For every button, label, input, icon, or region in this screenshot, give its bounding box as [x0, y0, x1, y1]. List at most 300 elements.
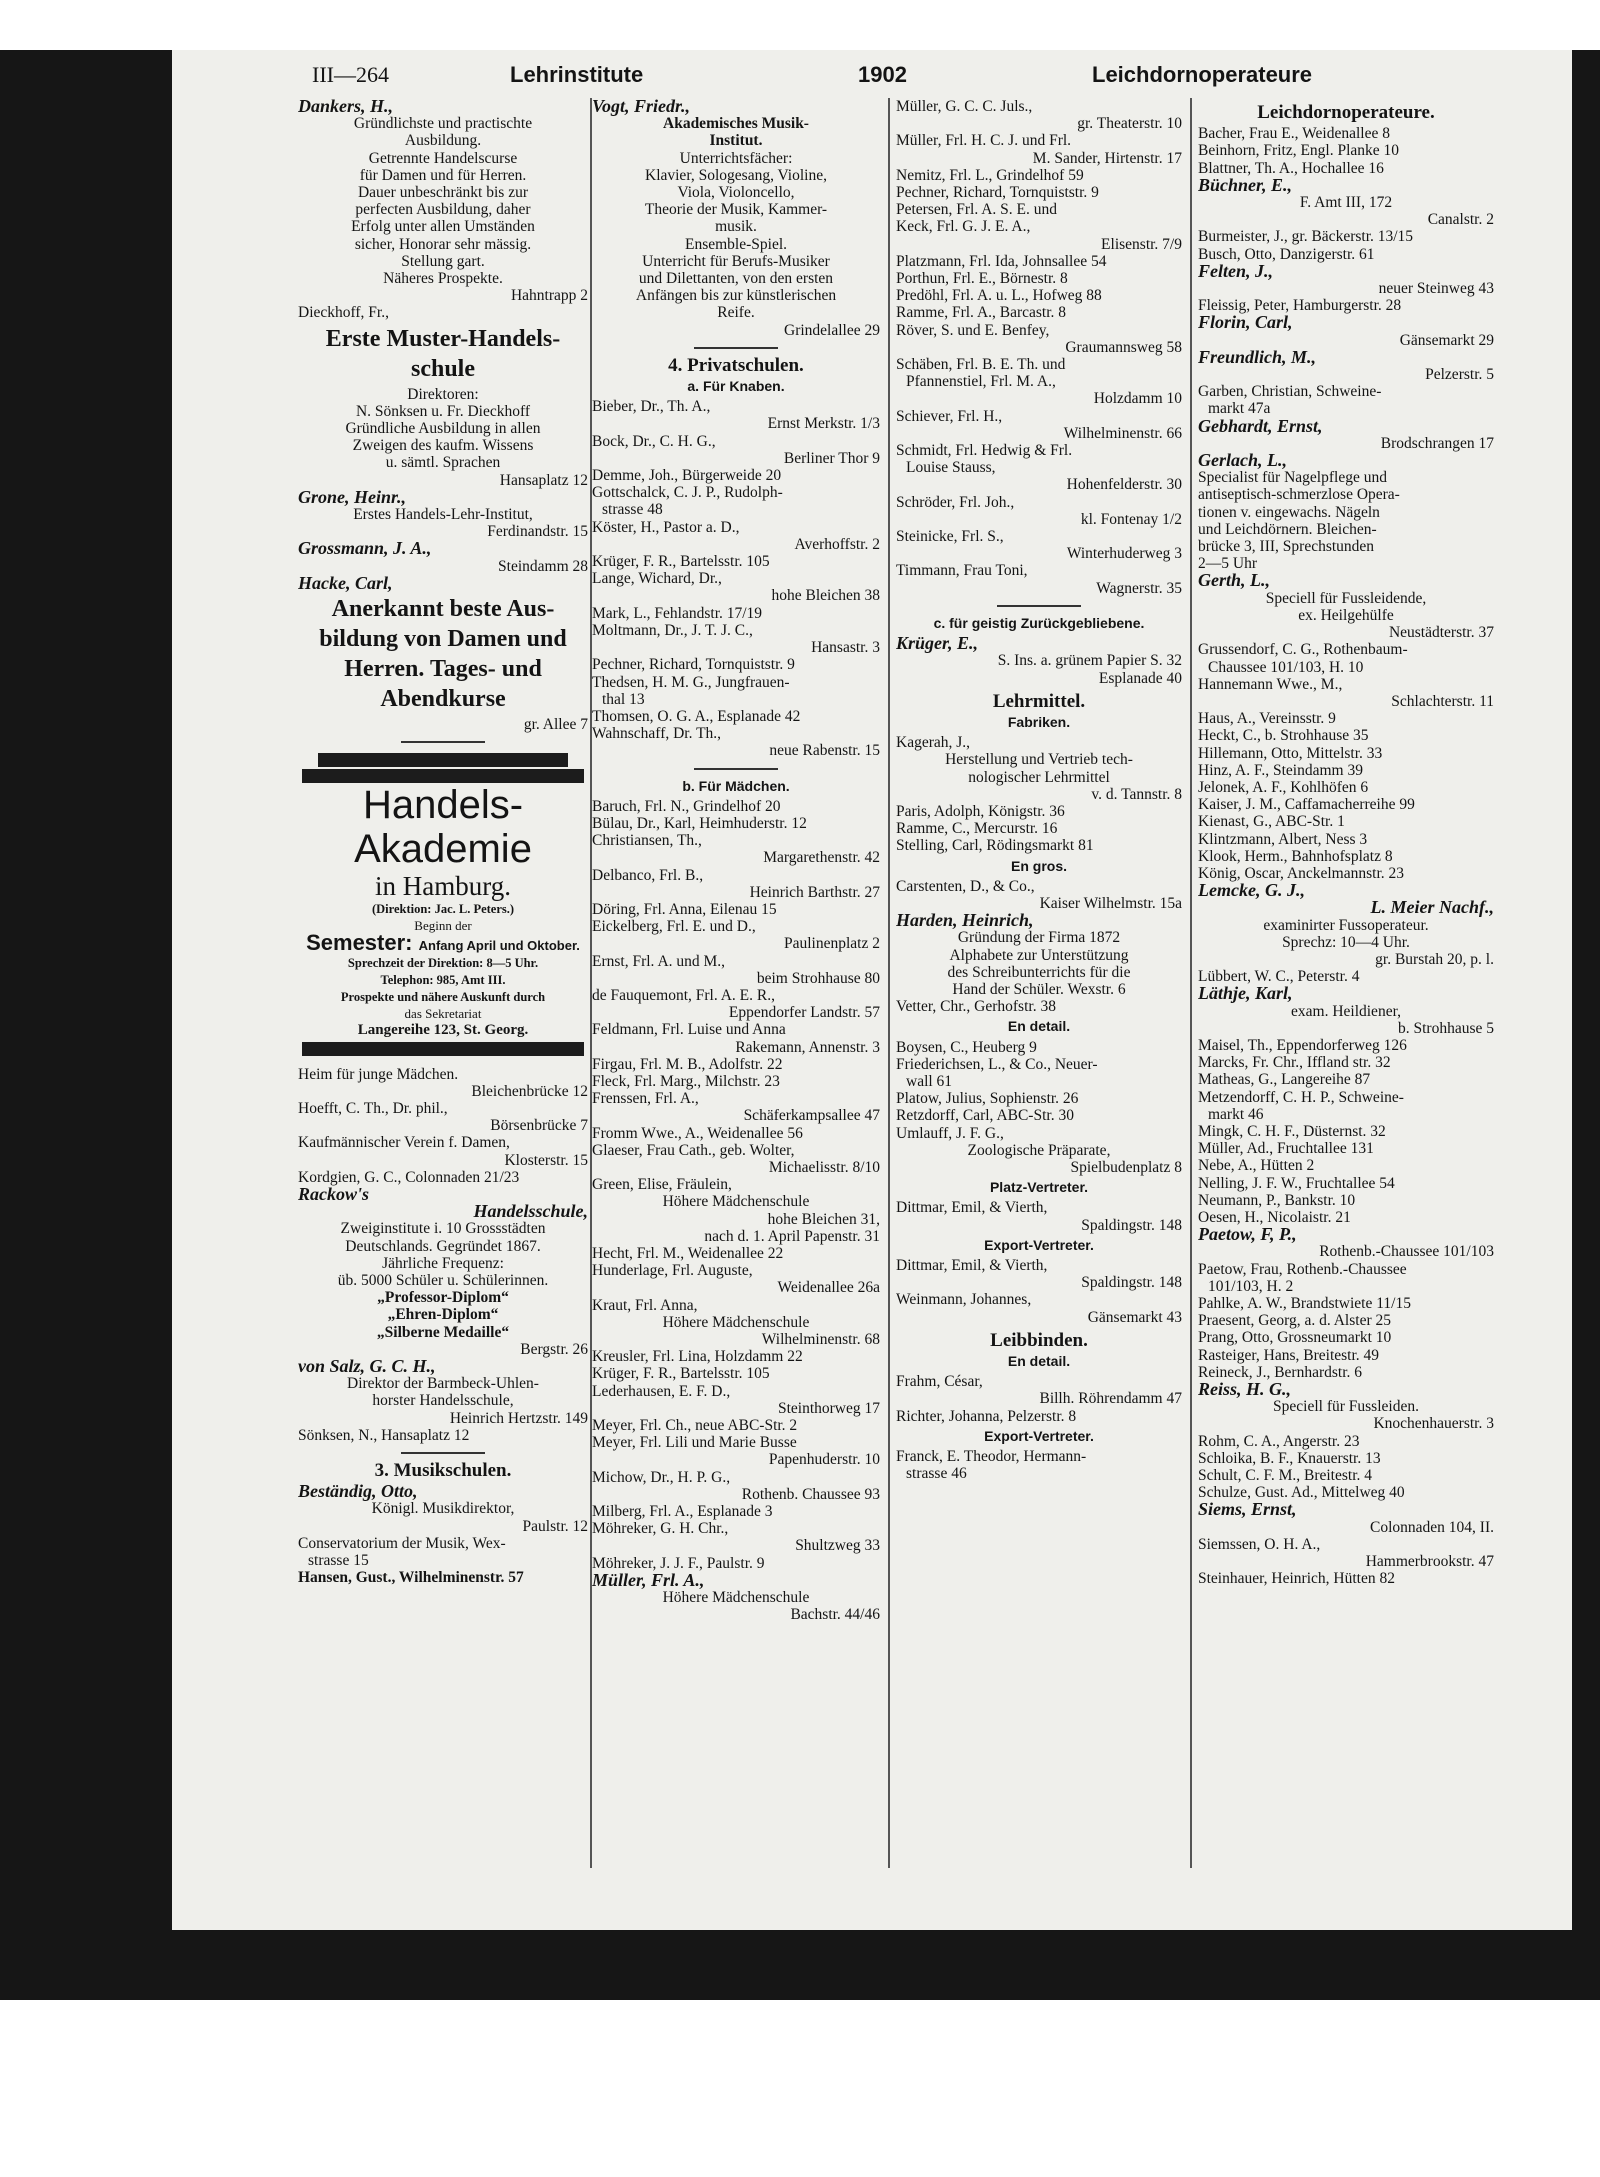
directory-line: Moltmann, Dr., J. T. J. C.,	[592, 621, 753, 639]
directory-line: Sönksen, N., Hansaplatz 12	[298, 1426, 470, 1444]
directory-line: Spielbudenplatz 8	[1070, 1158, 1182, 1176]
directory-line: Herstellung und Vertrieb tech-	[945, 751, 1133, 769]
directory-line: Paris, Adolph, Königstr. 36	[896, 802, 1065, 820]
directory-line: Krüger, E.,	[896, 633, 979, 654]
directory-line: Direktor der Barmbeck-Uhlen-	[347, 1375, 539, 1393]
directory-line: Anfängen bis zur künstlerischen	[635, 287, 837, 305]
column-2	[592, 98, 880, 1920]
page-number: III—264	[312, 62, 389, 87]
directory-line: Pahlke, A. W., Brandstwiete 11/15	[1198, 1295, 1411, 1313]
directory-line: Michaelisstr. 8/10	[768, 1158, 880, 1176]
directory-line: Schlachterstr. 11	[1391, 692, 1494, 710]
directory-line: M. Sander, Hirtenstr. 17	[1032, 149, 1182, 167]
directory-line: Wilhelminenstr. 66	[1063, 424, 1182, 442]
directory-line: Bergstr. 26	[520, 1340, 588, 1358]
directory-line: Burmeister, J., gr. Bäckerstr. 13/15	[1198, 228, 1414, 246]
directory-line: Hoefft, C. Th., Dr. phil.,	[298, 1099, 448, 1117]
directory-line: Gottschalck, C. J. P., Rudolph-	[592, 484, 783, 502]
ad-city: in Hamburg.	[375, 871, 511, 902]
directory-line: ex. Heilgehülfe	[1298, 606, 1394, 624]
column-3	[896, 98, 1182, 1920]
directory-line: Rohm, C. A., Angerstr. 23	[1198, 1432, 1360, 1450]
directory-line: Kreusler, Frl. Lina, Holzdamm 22	[592, 1348, 803, 1366]
directory-line: u. sämtl. Sprachen	[385, 454, 501, 472]
directory-line: Hansen, Gust., Wilhelminenstr. 57	[298, 1569, 524, 1587]
directory-line: Bieber, Dr., Th. A.,	[592, 398, 711, 416]
directory-line: thal 13	[602, 690, 645, 708]
directory-line: Lübbert, W. C., Peterstr. 4	[1198, 968, 1360, 986]
ad-band-bottom	[302, 1042, 584, 1056]
directory-line: Wagnerstr. 35	[1096, 579, 1182, 597]
directory-line: neuer Steinweg 43	[1378, 280, 1494, 298]
column-1b-entries	[298, 1066, 588, 1587]
directory-line: Pfannenstiel, Frl. M. A.,	[906, 373, 1056, 391]
directory-line: Läthje, Karl,	[1198, 983, 1293, 1004]
directory-line: Pechner, Richard, Tornquiststr. 9	[592, 656, 795, 674]
directory-line: neue Rabenstr. 15	[769, 742, 880, 760]
directory-line: Heckt, C., b. Strohhause 35	[1198, 727, 1369, 745]
directory-line: Hansaplatz 12	[499, 471, 588, 489]
directory-line: Nemitz, Frl. L., Grindelhof 59	[896, 166, 1084, 184]
directory-line: Schäferkampsallee 47	[743, 1107, 880, 1125]
directory-line: Schiever, Frl. H.,	[896, 407, 1003, 425]
subsection-heading: a. Für Knaben.	[687, 378, 785, 395]
directory-line: Harden, Heinrich,	[896, 910, 1034, 931]
directory-line: Müller, G. C. C. Juls.,	[896, 98, 1033, 115]
directory-line: Meyer, Frl. Lili und Marie Busse	[592, 1434, 797, 1452]
directory-line: Grossmann, J. A.,	[298, 538, 432, 559]
directory-line: „Ehren-Diplom“	[387, 1306, 499, 1324]
directory-line: Billh. Röhrendamm 47	[1039, 1390, 1182, 1408]
directory-line: Büchner, E.,	[1198, 174, 1293, 195]
directory-line: Köster, H., Pastor a. D.,	[592, 518, 740, 536]
ad-phone: Telephon: 985, Amt III.	[380, 972, 506, 987]
directory-line: Akademisches Musik-	[663, 115, 809, 133]
directory-line: Hunderlage, Frl. Auguste,	[592, 1262, 753, 1280]
directory-line: Abendkurse	[380, 686, 506, 713]
directory-line: Hansastr. 3	[811, 639, 880, 657]
directory-line: Dieckhoff, Fr.,	[298, 304, 389, 322]
ad-band-top	[318, 753, 568, 767]
section-heading: 3. Musikschulen.	[374, 1459, 512, 1481]
directory-line: Höhere Mädchenschule	[662, 1313, 810, 1331]
directory-line: Meyer, Frl. Ch., neue ABC-Str. 2	[592, 1417, 798, 1435]
directory-line: Erfolg unter allen Umständen	[351, 218, 535, 236]
directory-line: Shultzweg 33	[795, 1537, 880, 1555]
directory-line: Paetow, Frau, Rothenb.-Chaussee	[1198, 1260, 1407, 1278]
directory-line: Wilhelminenstr. 68	[761, 1331, 880, 1349]
directory-line: Kagerah, J.,	[896, 734, 971, 752]
directory-line: Timmann, Frau Toni,	[896, 562, 1028, 580]
directory-line: üb. 5000 Schüler u. Schülerinnen.	[337, 1271, 549, 1289]
directory-line: Weidenallee 26a	[777, 1279, 880, 1297]
directory-line: Margarethenstr. 42	[763, 849, 880, 867]
directory-line: Baruch, Frl. N., Grindelhof 20	[592, 797, 781, 815]
subsection-heading: b. Für Mädchen.	[682, 777, 790, 794]
directory-line: Klosterstr. 15	[504, 1151, 588, 1169]
directory-line: Green, Elise, Fräulein,	[592, 1176, 732, 1194]
directory-line: Felten, J.,	[1198, 260, 1273, 281]
directory-line: Stellung gart.	[401, 252, 485, 270]
directory-line: Höhere Mädchenschule	[662, 1193, 810, 1211]
directory-line: N. Sönksen u. Fr. Dieckhoff	[355, 402, 531, 420]
directory-line: Demme, Joh., Bürgerweide 20	[592, 467, 782, 485]
directory-line: Petersen, Frl. A. S. E. und	[896, 201, 1058, 219]
directory-line: sicher, Honorar sehr mässig.	[354, 235, 532, 253]
directory-line: Thomsen, O. G. A., Esplanade 42	[592, 707, 801, 725]
directory-line: F. Amt III, 172	[1299, 194, 1393, 212]
directory-line: Carstenten, D., & Co.,	[896, 877, 1035, 895]
ad-semester-label: Semester:	[306, 930, 413, 956]
header-section-left: Lehrinstitute	[510, 62, 644, 87]
directory-line: Winterhuderweg 3	[1066, 545, 1182, 563]
directory-line: Zweigen des kaufm. Wissens	[352, 437, 534, 455]
directory-line: Mingk, C. H. F., Düsternst. 32	[1198, 1122, 1386, 1140]
directory-line: Möhreker, G. H. Chr.,	[592, 1520, 729, 1538]
directory-line: Gerlach, L.,	[1198, 450, 1287, 471]
directory-line: Frahm, César,	[896, 1373, 983, 1391]
directory-line: Kienast, G., ABC-Str. 1	[1198, 813, 1345, 831]
directory-line: Steinhauer, Heinrich, Hütten 82	[1198, 1570, 1395, 1588]
directory-line: Christiansen, Th.,	[592, 832, 702, 850]
section-rule	[401, 741, 485, 743]
directory-line: Schäben, Frl. B. E. Th. und	[896, 356, 1066, 374]
directory-line: Boysen, C., Heuberg 9	[896, 1038, 1037, 1056]
directory-line: Reiss, H. G.,	[1198, 1379, 1292, 1400]
directory-line: Wahnschaff, Dr. Th.,	[592, 725, 722, 743]
directory-line: Praesent, Georg, a. d. Alster 25	[1198, 1312, 1391, 1330]
directory-line: Siemssen, O. H. A.,	[1198, 1535, 1321, 1553]
column-4-entries	[1198, 104, 1494, 1587]
directory-line: Kraut, Frl. Anna,	[592, 1296, 698, 1314]
directory-line: Metzendorff, C. H. P., Schweine-	[1198, 1088, 1404, 1106]
section-rule	[694, 347, 778, 349]
directory-line: Hannemann Wwe., M.,	[1198, 675, 1343, 693]
directory-line: Firgau, Frl. M. B., Adolfstr. 22	[592, 1055, 783, 1073]
directory-line: Kordgien, G. C., Colonnaden 21/23	[298, 1168, 520, 1186]
directory-line: strasse 48	[602, 501, 663, 519]
directory-line: des Schreibunterrichts für die	[947, 963, 1131, 981]
directory-line: Schult, C. F. M., Breitestr. 4	[1198, 1467, 1373, 1485]
column-2-entries	[592, 98, 880, 1623]
directory-line: Heim für junge Mädchen.	[298, 1065, 459, 1083]
directory-line: Alphabete zur Unterstützung	[949, 946, 1129, 964]
directory-line: nach d. 1. April Papenstr. 31	[704, 1227, 880, 1245]
directory-line: Frenssen, Frl. A.,	[592, 1090, 699, 1108]
directory-line: Zweiginstitute i. 10 Grossstädten	[340, 1220, 546, 1238]
directory-line: Bachstr. 44/46	[790, 1606, 880, 1624]
directory-line: wall 61	[906, 1072, 953, 1090]
directory-line: Müller, Ad., Fruchtallee 131	[1198, 1140, 1374, 1158]
directory-line: Grone, Heinr.,	[298, 486, 407, 507]
directory-line: Sprechz: 10—4 Uhr.	[1282, 933, 1410, 951]
directory-line: Eickelberg, Frl. E. und D.,	[592, 918, 756, 936]
directory-line: Dankers, H.,	[298, 98, 394, 116]
directory-line: Glaeser, Frau Cath., geb. Wolter,	[592, 1141, 795, 1159]
directory-line: Rakemann, Annenstr. 3	[735, 1038, 880, 1056]
directory-line: Speciell für Fussleidende,	[1265, 589, 1427, 607]
subsection-heading: Export-Vertreter.	[984, 1236, 1094, 1253]
directory-line: Höhere Mädchenschule	[662, 1589, 810, 1607]
directory-line: Müller, Frl. H. C. J. und Frl.	[896, 132, 1072, 150]
directory-line: Rothenb.-Chaussee 101/103	[1319, 1243, 1494, 1261]
directory-line: Conservatorium der Musik, Wex-	[298, 1534, 506, 1552]
directory-line: v. d. Tannstr. 8	[1091, 785, 1182, 803]
directory-line: Gründung der Firma 1872	[957, 929, 1121, 947]
ad-band-top	[302, 769, 584, 783]
directory-line: Klook, Herm., Bahnhofsplatz 8	[1198, 847, 1393, 865]
directory-line: Hillemann, Otto, Mittelstr. 33	[1198, 744, 1383, 762]
directory-line: Knochenhauerstr. 3	[1373, 1415, 1494, 1433]
directory-line: Papenhuderstr. 10	[768, 1451, 880, 1469]
directory-line: hohe Bleichen 31,	[767, 1210, 880, 1228]
directory-line: Heinrich Barthstr. 27	[749, 883, 880, 901]
section-heading: Leibbinden.	[990, 1329, 1088, 1351]
handels-akademie-ad	[298, 753, 588, 1055]
directory-line: Holzdamm 10	[1093, 390, 1182, 408]
column-rule	[1190, 98, 1192, 1868]
directory-line: Hacke, Carl,	[298, 572, 393, 593]
header-section-right: Leichdornoperateure	[1092, 62, 1313, 87]
directory-line: Fromm Wwe., A., Weidenallee 56	[592, 1124, 803, 1142]
subsection-heading: Platz-Vertreter.	[989, 1179, 1089, 1196]
directory-line: Bleichenbrücke 12	[471, 1082, 588, 1100]
directory-line: Averhoffstr. 2	[794, 535, 880, 553]
directory-line: Dittmar, Emil, & Vierth,	[896, 1257, 1048, 1274]
directory-line: Thedsen, H. M. G., Jungfrauen-	[592, 673, 790, 691]
directory-line: Prang, Otto, Grossneumarkt 10	[1198, 1329, 1392, 1347]
directory-line: Hinz, A. F., Steindamm 39	[1198, 761, 1363, 779]
directory-line: Kaiser Wilhelmstr. 15a	[1039, 894, 1182, 912]
directory-line: Ramme, Frl. A., Barcastr. 8	[896, 304, 1067, 322]
directory-line: Lange, Wichard, Dr.,	[592, 570, 722, 588]
directory-line: Schulze, Gust. Ad., Mittelweg 40	[1198, 1484, 1405, 1502]
directory-line: Müller, Frl. A.,	[592, 1569, 705, 1590]
section-rule	[401, 1452, 485, 1454]
directory-line: Elisenstr. 7/9	[1101, 235, 1182, 253]
directory-line: Rothenb. Chaussee 93	[741, 1485, 880, 1503]
directory-line: Paulinenplatz 2	[784, 935, 880, 953]
ad-begin: Beginn der	[414, 918, 472, 934]
directory-page	[172, 50, 1572, 1930]
directory-line: beim Strohhause 80	[756, 969, 880, 987]
directory-line: Gerth, L.,	[1198, 570, 1270, 591]
directory-line: Gründlichste und practischte	[353, 115, 533, 133]
directory-line: schule	[410, 355, 475, 382]
directory-line: S. Ins. a. grünem Papier S. 32	[997, 652, 1182, 670]
subsection-heading: Fabriken.	[1007, 713, 1071, 730]
section-heading: Lehrmittel.	[992, 690, 1086, 712]
directory-line: Bacher, Frau E., Weidenallee 8	[1198, 125, 1390, 143]
subsection-heading: En detail.	[1007, 1018, 1071, 1035]
directory-line: Gänsemarkt 43	[1087, 1308, 1182, 1326]
directory-line: Steinthorweg 17	[777, 1399, 880, 1417]
directory-line: Neumann, P., Bankstr. 10	[1198, 1191, 1356, 1209]
directory-line: Erste Muster-Handels-	[325, 325, 561, 352]
directory-line: Neustädterstr. 37	[1388, 624, 1494, 642]
directory-line: Lemcke, G. J.,	[1198, 880, 1305, 901]
directory-line: Viola, Violoncello,	[677, 184, 795, 202]
directory-line: Königl. Musikdirektor,	[371, 1500, 515, 1518]
directory-line: perfecten Ausbildung, daher	[355, 201, 531, 219]
directory-line: Milberg, Frl. A., Esplanade 3	[592, 1503, 773, 1521]
directory-line: Lederhausen, E. F. D.,	[592, 1382, 731, 1400]
directory-line: Krüger, F. R., Bartelsstr. 105	[592, 553, 770, 571]
ad-secretariat: das Sekretariat	[404, 1006, 482, 1022]
directory-line: Delbanco, Frl. B.,	[592, 866, 704, 884]
directory-line: Deutschlands. Gegründet 1867.	[345, 1237, 541, 1255]
directory-line: Rasteiger, Hans, Breitestr. 49	[1198, 1346, 1380, 1364]
directory-line: Reife.	[717, 304, 755, 322]
directory-line: Reineck, J., Bernhardstr. 6	[1198, 1363, 1363, 1381]
directory-line: Specialist für Nagelpflege und	[1198, 469, 1387, 487]
directory-line: Pelzerstr. 5	[1425, 366, 1494, 384]
directory-line: und Dilettanten, von den ersten	[638, 270, 834, 288]
directory-line: strasse 46	[906, 1465, 967, 1483]
directory-line: Freundlich, M.,	[1198, 346, 1317, 367]
directory-line: Steindamm 28	[498, 557, 588, 575]
directory-line: Unterrichtsfächer:	[679, 149, 793, 167]
directory-line: Steinicke, Frl. S.,	[896, 528, 1004, 546]
directory-line: Gründliche Ausbildung in allen	[345, 420, 541, 438]
directory-line: Predöhl, Frl. A. u. L., Hofweg 88	[896, 287, 1102, 305]
directory-line: Keck, Frl. G. J. E. A.,	[896, 218, 1031, 236]
directory-line: Gebhardt, Ernst,	[1198, 415, 1323, 436]
directory-line: Hohenfelderstr. 30	[1066, 476, 1182, 494]
directory-line: Berliner Thor 9	[783, 449, 880, 467]
subsection-heading: c. für geistig Zurückgebliebene.	[933, 614, 1145, 631]
directory-line: Nelling, J. F. W., Fruchtallee 54	[1198, 1174, 1395, 1192]
directory-line: Theorie der Musik, Kammer-	[644, 201, 828, 219]
directory-line: Busch, Otto, Danzigerstr. 61	[1198, 245, 1375, 263]
directory-line: nologischer Lehrmittel	[968, 768, 1110, 786]
directory-line: Garben, Christian, Schweine-	[1198, 383, 1382, 401]
directory-line: Canalstr. 2	[1427, 211, 1494, 229]
directory-line: Dauer unbeschränkt bis zur	[357, 184, 528, 202]
directory-line: Gänsemarkt 29	[1399, 331, 1494, 349]
directory-line: Stelling, Carl, Rödingsmarkt 81	[896, 837, 1094, 855]
directory-line: Erstes Handels-Lehr-Institut,	[353, 506, 533, 524]
directory-line: Retzdorff, Carl, ABC-Str. 30	[896, 1107, 1074, 1125]
directory-line: brücke 3, III, Sprechstunden	[1198, 538, 1375, 556]
directory-line: Marcks, Fr. Chr., Iffland str. 32	[1198, 1054, 1391, 1072]
directory-line: bildung von Damen und	[319, 626, 567, 653]
directory-line: Franck, E. Theodor, Hermann-	[896, 1448, 1087, 1466]
subsection-heading: Export-Vertreter.	[984, 1427, 1094, 1444]
directory-line: und Leichdörnern. Bleichen-	[1198, 520, 1377, 538]
directory-line: Florin, Carl,	[1198, 312, 1293, 333]
directory-line: Feldmann, Frl. Luise und Anna	[592, 1021, 786, 1039]
directory-line: Ernst Merkstr. 1/3	[767, 415, 880, 433]
column-1	[298, 98, 588, 1920]
directory-line: Grussendorf, C. G., Rothenbaum-	[1198, 641, 1408, 659]
directory-line: antiseptisch-schmerzlose Opera-	[1198, 486, 1400, 504]
section-rule	[997, 605, 1081, 607]
directory-line: Porthun, Frl. E., Börnestr. 8	[896, 270, 1068, 288]
ad-prospect: Prospekte und nähere Auskunft durch	[340, 990, 546, 1005]
directory-line: Röver, S. und E. Benfey,	[896, 321, 1050, 339]
column-rule	[888, 98, 890, 1868]
directory-line: Unterricht für Berufs-Musiker	[642, 252, 830, 270]
directory-line: Umlauff, J. F. G.,	[896, 1124, 1004, 1142]
directory-line: Paulstr. 12	[522, 1517, 588, 1535]
directory-line: Getrennte Handelscurse	[368, 149, 518, 167]
directory-line: Platzmann, Frl. Ida, Johnsallee 54	[896, 252, 1107, 270]
section-heading: 4. Privatschulen.	[668, 354, 804, 376]
directory-line: gr. Burstah 20, p. l.	[1375, 950, 1494, 968]
column-3-entries	[896, 98, 1182, 1482]
directory-line: Fleissig, Peter, Hamburgerstr. 28	[1198, 297, 1402, 315]
ad-hours: Sprechzeit der Direktion: 8—5 Uhr.	[347, 955, 539, 970]
directory-line: Haus, A., Vereinsstr. 9	[1198, 710, 1336, 728]
directory-line: Jährliche Frequenz:	[382, 1254, 504, 1272]
directory-line: Ernst, Frl. A. und M.,	[592, 952, 726, 970]
directory-line: Louise Stauss,	[906, 459, 996, 477]
column-1-entries	[298, 98, 588, 743]
ad-semester-dates: Anfang April und Oktober.	[418, 938, 580, 954]
directory-line: 2—5 Uhr	[1198, 555, 1257, 573]
directory-line: Speciell für Fussleiden.	[1273, 1398, 1419, 1416]
directory-line: horster Handelsschule,	[372, 1392, 514, 1410]
directory-line: „Silberne Medaille“	[376, 1323, 510, 1341]
directory-line: Fleck, Frl. Marg., Milchstr. 23	[592, 1072, 780, 1090]
directory-line: Spaldingstr. 148	[1081, 1274, 1182, 1292]
directory-line: Heinrich Hertzstr. 149	[449, 1409, 588, 1427]
scan-edge-shadow	[172, 1930, 1600, 2000]
directory-line: Börsenbrücke 7	[490, 1117, 588, 1135]
directory-line: Blattner, Th. A., Hochallee 16	[1198, 159, 1384, 177]
directory-line: Hahntrapp 2	[510, 287, 588, 305]
directory-line: Kaufmännischer Verein f. Damen,	[298, 1134, 510, 1152]
directory-line: Nebe, A., Hütten 2	[1198, 1157, 1315, 1175]
directory-line: Bülau, Dr., Karl, Heimhuderstr. 12	[592, 814, 807, 832]
directory-line: b. Strohhause 5	[1397, 1019, 1494, 1037]
ad-address: Langereihe 123, St. Georg.	[357, 1022, 529, 1039]
directory-line: Ensemble-Spiel.	[684, 235, 788, 253]
directory-line: kl. Fontenay 1/2	[1080, 510, 1182, 528]
directory-line: musik.	[715, 218, 757, 236]
directory-line: Möhreker, J. J. F., Paulstr. 9	[592, 1554, 765, 1572]
directory-line: Platow, Julius, Sophienstr. 26	[896, 1090, 1079, 1108]
column-4	[1198, 98, 1494, 1920]
ad-direction: (Direktion: Jac. L. Peters.)	[371, 902, 515, 917]
directory-line: Maisel, Th., Eppendorferweg 126	[1198, 1036, 1407, 1054]
directory-line: Vogt, Friedr.,	[592, 98, 691, 116]
directory-line: markt 47a	[1208, 400, 1271, 418]
directory-line: markt 46	[1208, 1105, 1264, 1123]
scan-background	[0, 50, 1600, 2000]
directory-line: Weinmann, Johannes,	[896, 1291, 1032, 1309]
section-heading: Leichdornoperateure.	[1257, 102, 1435, 123]
directory-line: Esplanade 40	[1098, 669, 1182, 687]
directory-line: Mark, L., Fehlandstr. 17/19	[592, 604, 763, 622]
directory-line: gr. Allee 7	[523, 716, 588, 734]
directory-line: Zoologische Präparate,	[967, 1141, 1111, 1159]
directory-line: Grindelallee 29	[784, 321, 880, 339]
directory-line: Vetter, Chr., Gerhofstr. 38	[896, 998, 1056, 1016]
directory-line: Ferdinandstr. 15	[487, 523, 588, 541]
directory-line: Brodschrangen 17	[1380, 434, 1494, 452]
directory-line: Handelsschule,	[473, 1201, 588, 1222]
directory-line: tionen v. eingewachs. Nägeln	[1198, 503, 1380, 521]
directory-line: Spaldingstr. 148	[1081, 1216, 1182, 1234]
directory-line: hohe Bleichen 38	[771, 587, 880, 605]
section-rule	[694, 768, 778, 770]
directory-line: Döring, Frl. Anna, Eilenau 15	[592, 900, 777, 918]
directory-line: Krüger, F. R., Bartelsstr. 105	[592, 1365, 770, 1383]
directory-line: Friederichsen, L., & Co., Neuer-	[896, 1055, 1098, 1073]
directory-line: Hecht, Frl. M., Weidenallee 22	[592, 1245, 784, 1262]
